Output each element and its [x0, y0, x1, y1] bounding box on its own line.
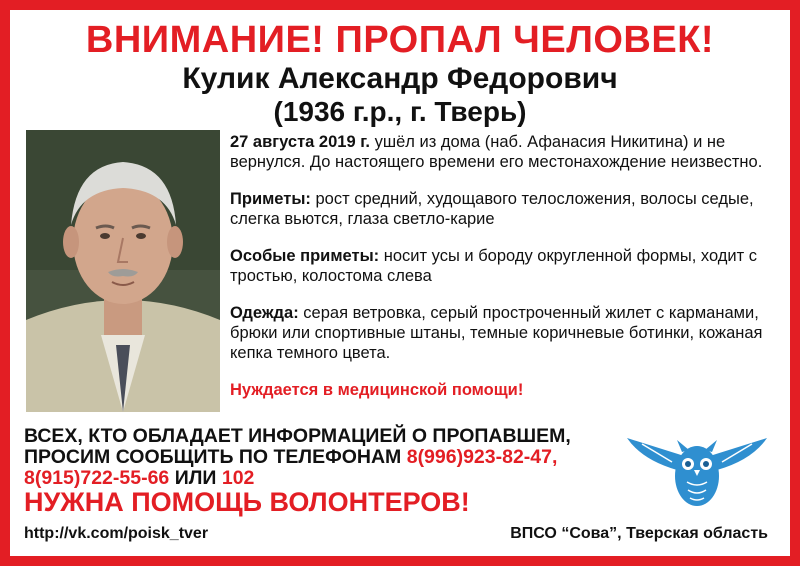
callout-line-2 [24, 447, 624, 468]
signs-label: Приметы: [230, 190, 311, 208]
signs-text: рост средний, худощавого телосложения, волосы седые, слегка вьются, глаза светло-карие [230, 190, 754, 228]
description-block [230, 132, 778, 417]
circumstances-text: ушёл из дома (наб. Афанасия Никитина) и не вернулся. До настоящего времени его местонахождение неизвестно. [230, 133, 763, 171]
callout-line-1: ВСЕХ, КТО ОБЛАДАЕТ ИНФОРМАЦИЕЙ О ПРОПАВШЕМ, [24, 425, 571, 447]
clothes-text: серая ветровка, серый простроченный жилет с карманами, брюки или спортивные штаны, темные коричневые ботинки, кожаная кепка темного цвета. [230, 304, 763, 362]
phone-2[interactable]: 8(915)722-55-66 [24, 467, 170, 489]
special-signs-label: Особые приметы: [230, 247, 380, 265]
circumstances-paragraph [230, 132, 778, 172]
contact-callout [24, 426, 624, 489]
special-signs-paragraph [230, 246, 778, 286]
special-signs-text: носит усы и бороду округленной формы, ходит с тростью, колостома слева [230, 247, 757, 285]
phone-3[interactable]: 102 [221, 467, 255, 489]
or-text: ИЛИ [169, 467, 222, 489]
medical-notice: Нуждается в медицинской помощи! [230, 381, 524, 399]
person-photo [26, 130, 220, 412]
organization-name: ВПСО “Сова”, Тверская область [510, 525, 768, 542]
clothes-label: Одежда: [230, 304, 299, 322]
person-name: Кулик Александр Федорович [182, 62, 618, 95]
vk-link[interactable]: http://vk.com/poisk_tver [24, 525, 209, 542]
birth-info: (1936 г.р., г. Тверь) [273, 96, 527, 127]
person-photo-illustration [26, 130, 220, 412]
volunteers-needed: НУЖНА ПОМОЩЬ ВОЛОНТЕРОВ! [24, 487, 470, 517]
callout-line-3 [24, 468, 624, 489]
signs-paragraph [230, 189, 778, 229]
callout-line-2-text: ПРОСИМ СООБЩИТЬ ПО ТЕЛЕФОНАМ [24, 446, 407, 468]
disappearance-date: 27 августа 2019 г. [230, 133, 371, 151]
missing-person-poster [10, 10, 790, 556]
poster-headline: ВНИМАНИЕ! ПРОПАЛ ЧЕЛОВЕК! [85, 19, 715, 61]
phone-1[interactable]: 8(996)923-82-47, [406, 446, 558, 468]
owl-logo-graphic [622, 430, 772, 510]
clothes-paragraph [230, 303, 778, 363]
owl-logo-icon [622, 430, 772, 510]
